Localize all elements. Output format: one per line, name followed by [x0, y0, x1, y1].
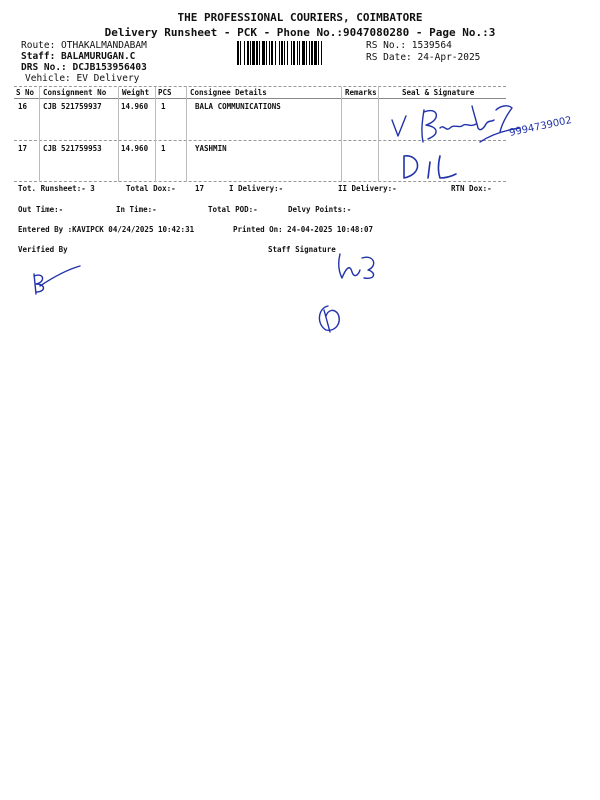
company-title: THE PROFESSIONAL COURIERS, COIMBATORE [177, 11, 423, 24]
row-2-pcs: 1 [161, 144, 166, 153]
barcode-bar [252, 41, 255, 65]
barcode-bar [256, 41, 258, 65]
row-2-sno: 17 [18, 144, 28, 153]
col-header-consignment: Consignment No [43, 88, 107, 97]
row-1-sno: 16 [18, 102, 28, 111]
barcode-bar [259, 41, 260, 65]
route-label: Route: OTHAKALMANDABAM [21, 40, 147, 51]
col-header-consignee: Consignee Details [190, 88, 267, 97]
total-dox-value: 17 [195, 184, 205, 193]
barcode-bar [318, 41, 319, 65]
row-1-consignee: BALA COMMUNICATIONS [195, 102, 281, 111]
out-time: Out Time:- [18, 205, 64, 214]
barcode [237, 41, 359, 65]
barcode-bar [293, 41, 295, 65]
barcode-bar [275, 41, 276, 65]
i-delivery: I Delivery:- [229, 184, 284, 193]
barcode-bar [297, 41, 298, 65]
column-divider [341, 87, 342, 182]
col-header-sno: S No [16, 88, 35, 97]
barcode-bar [321, 41, 322, 65]
verified-by-signature [28, 260, 88, 296]
printed-on: Printed On: 24-04-2025 10:48:07 [233, 225, 373, 234]
staff-signature-mark [330, 248, 382, 282]
table-bottom-rule [14, 181, 506, 182]
initials-mark [312, 302, 344, 336]
handwritten-phone: 9994739002 [508, 114, 573, 139]
barcode-bar [262, 41, 265, 65]
rs-number: RS No.: 1539564 [366, 40, 452, 51]
col-header-seal-signature: Seal & Signature [402, 88, 475, 97]
row-2-weight: 14.960 [121, 144, 149, 153]
barcode-bar [314, 41, 317, 65]
barcode-bar [240, 41, 241, 65]
column-divider [378, 87, 379, 182]
barcode-bar [284, 41, 285, 65]
column-divider [118, 87, 119, 182]
table-top-rule [14, 86, 506, 87]
in-time: In Time:- [116, 205, 157, 214]
entered-by: Entered By :KAVIPCK 04/24/2025 10:42:31 [18, 225, 195, 234]
total-dox-label: Total Dox:- [126, 184, 176, 193]
barcode-bar [266, 41, 267, 65]
drs-number: DRS No.: DCJB153956403 [21, 62, 147, 73]
barcode-bar [279, 41, 280, 65]
barcode-bar [287, 41, 288, 65]
tot-runsheet: Tot. Runsheet:- 3 [18, 184, 95, 193]
barcode-bar [244, 41, 245, 65]
vehicle-label: Vehicle: EV Delivery [25, 73, 140, 84]
barcode-bar [299, 41, 300, 65]
delvy-points: Delvy Points:- [288, 205, 352, 214]
column-divider [39, 87, 40, 182]
barcode-bar [291, 41, 292, 65]
ii-delivery: II Delivery:- [338, 184, 397, 193]
barcode-bar [250, 41, 251, 65]
barcode-bar [311, 41, 313, 65]
barcode-bar [281, 41, 283, 65]
barcode-bar [306, 41, 307, 65]
rtn-dox: RTN Dox:- [451, 184, 492, 193]
barcode-bar [302, 41, 305, 65]
barcode-bar [247, 41, 249, 65]
verified-by-label: Verified By [18, 245, 68, 254]
row-2-consignee: YASHMIN [195, 144, 227, 153]
barcode-bar [271, 41, 273, 65]
col-header-weight: Weight [122, 88, 150, 97]
barcode-bar [269, 41, 270, 65]
column-divider [155, 87, 156, 182]
col-header-pcs: PCS [158, 88, 172, 97]
row-1-weight: 14.960 [121, 102, 149, 111]
barcode-bar [237, 41, 239, 65]
runsheet-subtitle: Delivery Runsheet - PCK - Phone No.:9047080280 - Page No.:3 [104, 26, 496, 39]
staff-signature-label: Staff Signature [268, 245, 336, 254]
row-2-consignment: CJB 521759953 [43, 144, 102, 153]
total-pod: Total POD:- [208, 205, 258, 214]
staff-label: Staff: BALAMURUGAN.C [21, 51, 136, 62]
column-divider [186, 87, 187, 182]
row-1-consignment: CJB 521759937 [43, 102, 102, 111]
col-header-remarks: Remarks [345, 88, 377, 97]
row-1-pcs: 1 [161, 102, 166, 111]
recipient-signature-row-1 [380, 98, 590, 180]
barcode-bar [309, 41, 310, 65]
rs-date: RS Date: 24-Apr-2025 [366, 52, 481, 63]
